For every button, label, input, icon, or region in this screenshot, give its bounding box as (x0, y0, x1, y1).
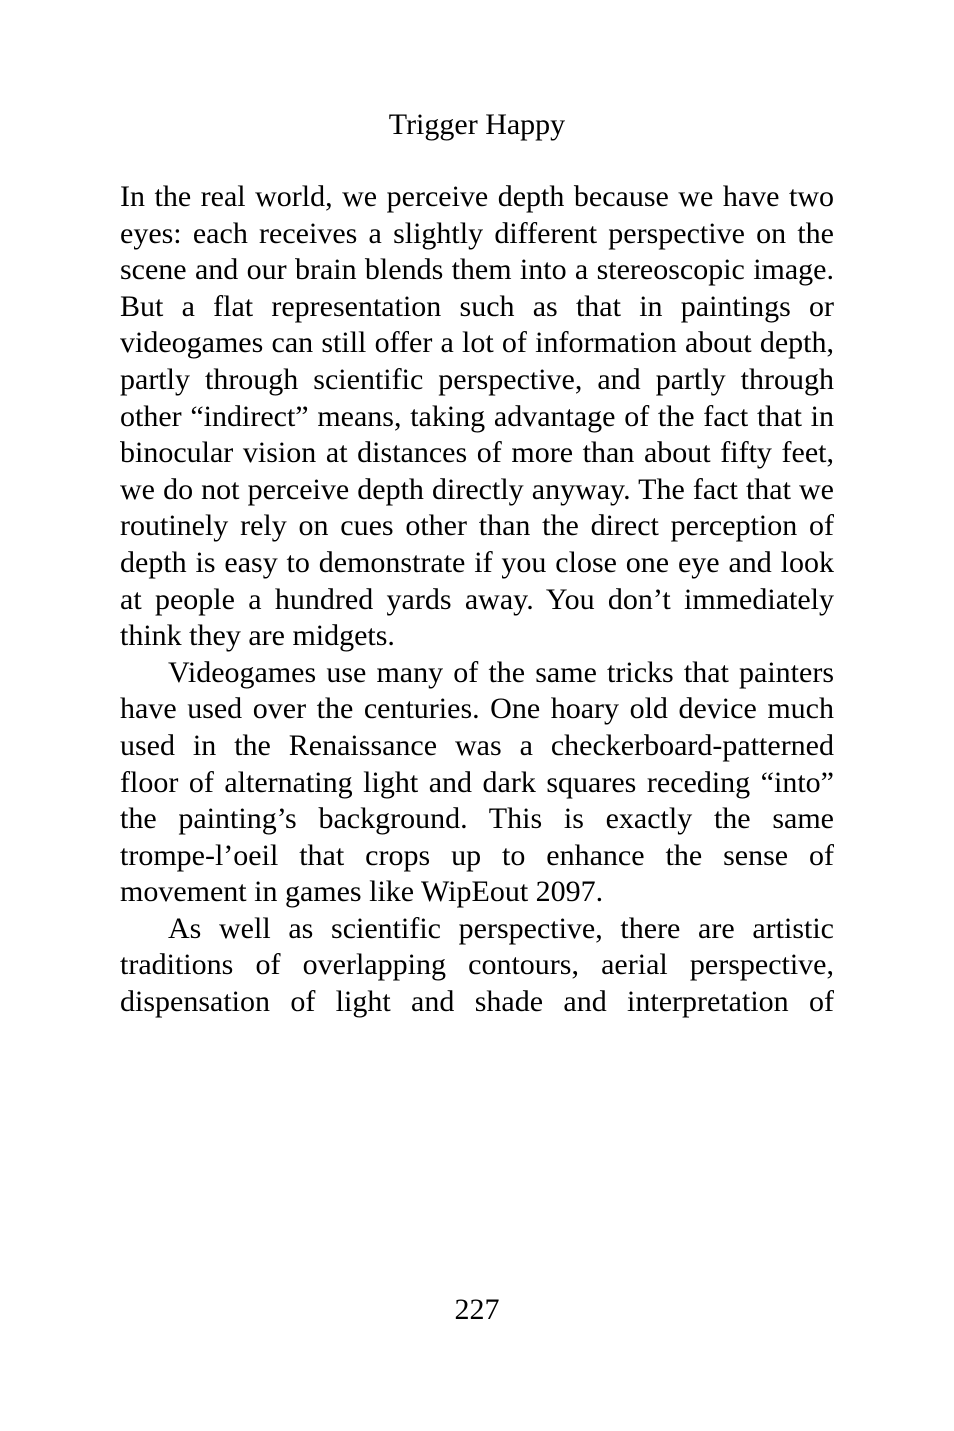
paragraph-2: Videogames use many of the same tricks that painters have used over the centuries. One hoary old device much used in the Renaissance was a checkerboard-patterned floor of alternating light and dark squares receding “into” the painting’s background. This is exactly the same trompe-l’oeil that crops up to enhance the sense of movement in games like WipEout 2097. (120, 655, 834, 909)
paragraph-1: In the real world, we perceive depth because we have two eyes: each receives a slightly different perspective on the scene and our brain blends them into a stereoscopic image. But a flat representation such as that in paintings or videogames can still offer a lot of information about depth, partly through scientific perspective, and partly through other “indirect” means, taking advantage of the fact that in binocular vision at distances of more than about fifty feet, we do not perceive depth directly anyway. The fact that we routinely rely on cues other than the direct perception of depth is easy to demonstrate if you close one eye and look at people a hundred yards away. You don’t immediately think they are midgets. (120, 180, 834, 653)
paragraph-3: As well as scientific perspective, there are artistic traditions of overlapping contours, aerial perspective, dispensation of light and shade and interpretation of (120, 911, 834, 1019)
running-header: Trigger Happy (388, 108, 566, 141)
page-number: 227 (454, 1293, 500, 1326)
body-text (120, 179, 834, 1021)
